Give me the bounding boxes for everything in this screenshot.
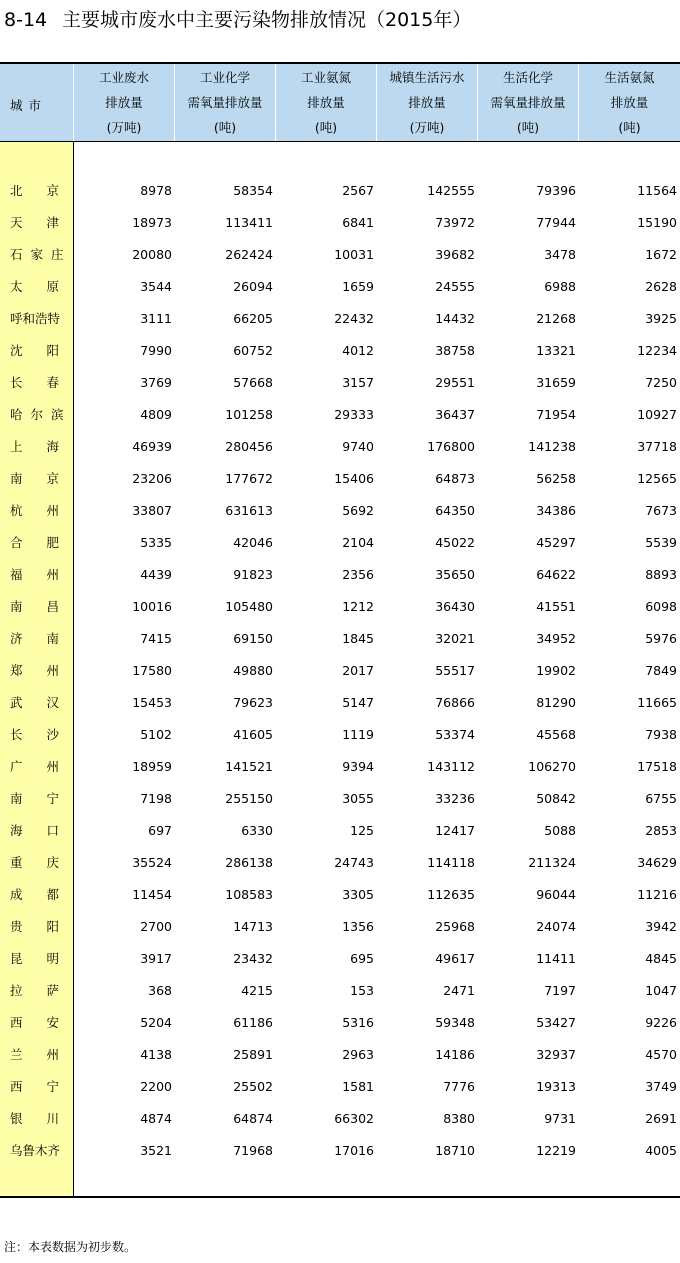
cell-value: 64350 <box>435 503 475 518</box>
cell-value: 15406 <box>334 471 374 486</box>
city-name: 拉萨 <box>10 983 84 998</box>
table-row <box>0 245 680 265</box>
cell-value: 15453 <box>132 695 172 710</box>
cell-value: 64874 <box>233 1111 273 1126</box>
cell-value: 3055 <box>342 791 374 806</box>
table-row <box>0 437 680 457</box>
cell-value: 21268 <box>536 311 576 326</box>
table-row <box>0 629 680 649</box>
city-name: 贵阳 <box>10 919 84 934</box>
cell-value: 69150 <box>233 631 273 646</box>
header-col-1-line-2: 排放量 <box>105 95 143 110</box>
cell-value: 2963 <box>342 1047 374 1062</box>
cell-value: 33807 <box>132 503 172 518</box>
cell-value: 35524 <box>132 855 172 870</box>
cell-value: 24743 <box>334 855 374 870</box>
cell-value: 36437 <box>435 407 475 422</box>
city-name: 西安 <box>10 1015 84 1030</box>
header-col-3 <box>275 64 376 141</box>
cell-value: 17518 <box>637 759 677 774</box>
cell-value: 5088 <box>544 823 576 838</box>
cell-value: 4845 <box>645 951 677 966</box>
table-row <box>0 1109 680 1129</box>
cell-value: 45022 <box>435 535 475 550</box>
cell-value: 142555 <box>427 183 475 198</box>
header-col-4-line-2: 排放量 <box>408 95 446 110</box>
header-col-4-line-1: 城镇生活污水 <box>389 70 465 85</box>
header-col-3-line-1: 工业氨氮 <box>300 70 351 85</box>
header-col-3-line-3: (吨) <box>314 120 338 135</box>
header-col-2 <box>174 64 275 141</box>
city-name: 长沙 <box>10 727 84 742</box>
cell-value: 32021 <box>435 631 475 646</box>
cell-value: 141521 <box>225 759 273 774</box>
table-row <box>0 693 680 713</box>
cell-value: 177672 <box>225 471 273 486</box>
cell-value: 2471 <box>443 983 475 998</box>
cell-value: 7776 <box>443 1079 475 1094</box>
cell-value: 31659 <box>536 375 576 390</box>
cell-value: 29333 <box>334 407 374 422</box>
header-col-2-line-2: 需氧量排放量 <box>187 95 263 110</box>
cell-value: 11216 <box>637 887 677 902</box>
city-name: 北京 <box>10 183 84 198</box>
cell-value: 5539 <box>645 535 677 550</box>
cell-value: 81290 <box>536 695 576 710</box>
cell-value: 71968 <box>233 1143 273 1158</box>
table-row <box>0 789 680 809</box>
table-row <box>0 1141 680 1161</box>
cell-value: 2200 <box>140 1079 172 1094</box>
header-col-4-line-3: (万吨) <box>409 120 445 135</box>
header-col-6-line-3: (吨) <box>618 120 641 135</box>
cell-value: 4809 <box>140 407 172 422</box>
header-col-1 <box>73 64 174 141</box>
cell-value: 1581 <box>342 1079 374 1094</box>
cell-value: 25891 <box>233 1047 273 1062</box>
cell-value: 45297 <box>536 535 576 550</box>
cell-value: 9740 <box>342 439 374 454</box>
cell-value: 5316 <box>342 1015 374 1030</box>
cell-value: 18710 <box>435 1143 475 1158</box>
header-col-5-line-3: (吨) <box>516 120 540 135</box>
cell-value: 66302 <box>334 1111 374 1126</box>
cell-value: 20080 <box>132 247 172 262</box>
table-row <box>0 725 680 745</box>
cell-value: 4005 <box>645 1143 677 1158</box>
cell-value: 60752 <box>233 343 273 358</box>
table-row <box>0 533 680 553</box>
cell-value: 3942 <box>645 919 677 934</box>
table-row <box>0 885 680 905</box>
cell-value: 41605 <box>233 727 273 742</box>
table-row <box>0 565 680 585</box>
table-row <box>0 309 680 329</box>
city-name: 长春 <box>10 375 84 390</box>
city-name: 上海 <box>10 439 84 454</box>
cell-value: 3917 <box>140 951 172 966</box>
cell-value: 25502 <box>233 1079 273 1094</box>
cell-value: 5976 <box>645 631 677 646</box>
cell-value: 697 <box>148 823 172 838</box>
header-col-2-line-3: (吨) <box>213 120 237 135</box>
cell-value: 631613 <box>225 503 273 518</box>
cell-value: 101258 <box>225 407 273 422</box>
cell-value: 9394 <box>342 759 374 774</box>
cell-value: 57668 <box>233 375 273 390</box>
table-row <box>0 821 680 841</box>
cell-value: 46939 <box>132 439 172 454</box>
table-row <box>0 405 680 425</box>
cell-value: 24555 <box>435 279 475 294</box>
cell-value: 8978 <box>140 183 172 198</box>
cell-value: 38758 <box>435 343 475 358</box>
cell-value: 2691 <box>645 1111 677 1126</box>
cell-value: 13321 <box>536 343 576 358</box>
cell-value: 3749 <box>645 1079 677 1094</box>
cell-value: 49617 <box>435 951 475 966</box>
cell-value: 141238 <box>528 439 576 454</box>
city-name: 乌鲁木齐 <box>10 1143 61 1158</box>
cell-value: 3925 <box>645 311 677 326</box>
cell-value: 2356 <box>342 567 374 582</box>
city-name: 郑州 <box>10 663 84 678</box>
header-col-6 <box>578 64 680 141</box>
cell-value: 153 <box>350 983 374 998</box>
cell-value: 36430 <box>435 599 475 614</box>
city-name: 南宁 <box>10 791 84 806</box>
cell-value: 10016 <box>132 599 172 614</box>
cell-value: 4439 <box>140 567 172 582</box>
cell-value: 32937 <box>536 1047 576 1062</box>
cell-value: 2700 <box>140 919 172 934</box>
cell-value: 4874 <box>140 1111 172 1126</box>
cell-value: 9226 <box>645 1015 677 1030</box>
cell-value: 55517 <box>435 663 475 678</box>
cell-value: 280456 <box>225 439 273 454</box>
cell-value: 143112 <box>427 759 475 774</box>
cell-value: 2628 <box>645 279 677 294</box>
city-name: 海口 <box>10 823 84 838</box>
cell-value: 17580 <box>132 663 172 678</box>
cell-value: 77944 <box>536 215 576 230</box>
cell-value: 6841 <box>342 215 374 230</box>
table-row <box>0 373 680 393</box>
cell-value: 2017 <box>342 663 374 678</box>
table-row <box>0 1013 680 1033</box>
city-name: 昆明 <box>10 951 84 966</box>
cell-value: 53374 <box>435 727 475 742</box>
city-name: 杭州 <box>10 503 84 518</box>
cell-value: 6988 <box>544 279 576 294</box>
header-col-6-line-1: 生活氨氮 <box>604 70 655 85</box>
header-col-5 <box>477 64 578 141</box>
cell-value: 1356 <box>342 919 374 934</box>
cell-value: 11454 <box>132 887 172 902</box>
cell-value: 18959 <box>132 759 172 774</box>
city-name: 兰州 <box>10 1047 84 1062</box>
cell-value: 50842 <box>536 791 576 806</box>
cell-value: 4215 <box>241 983 273 998</box>
cell-value: 105480 <box>225 599 273 614</box>
cell-value: 4012 <box>342 343 374 358</box>
table-row <box>0 917 680 937</box>
cell-value: 113411 <box>225 215 273 230</box>
cell-value: 2104 <box>342 535 374 550</box>
cell-value: 1672 <box>645 247 677 262</box>
cell-value: 1212 <box>342 599 374 614</box>
cell-value: 35650 <box>435 567 475 582</box>
cell-value: 56258 <box>536 471 576 486</box>
cell-value: 12234 <box>637 343 677 358</box>
cell-value: 2853 <box>645 823 677 838</box>
table-row <box>0 661 680 681</box>
cell-value: 14432 <box>435 311 475 326</box>
cell-value: 34629 <box>637 855 677 870</box>
header-col-4 <box>376 64 477 141</box>
table-row <box>0 949 680 969</box>
city-name: 福州 <box>10 567 84 582</box>
city-name: 沈阳 <box>10 343 84 358</box>
cell-value: 7990 <box>140 343 172 358</box>
cell-value: 5204 <box>140 1015 172 1030</box>
cell-value: 6755 <box>645 791 677 806</box>
header-col-5-line-2: 需氧量排放量 <box>490 95 566 110</box>
cell-value: 14186 <box>435 1047 475 1062</box>
cell-value: 33236 <box>435 791 475 806</box>
cell-value: 22432 <box>334 311 374 326</box>
city-name: 广州 <box>10 759 84 774</box>
header-col-6-line-2: 排放量 <box>610 95 649 110</box>
cell-value: 3111 <box>140 311 172 326</box>
cell-value: 7197 <box>544 983 576 998</box>
cell-value: 7849 <box>645 663 677 678</box>
table-title-text: 主要城市废水中主要污染物排放情况（2015年） <box>62 9 472 31</box>
cell-value: 23206 <box>132 471 172 486</box>
cell-value: 26094 <box>233 279 273 294</box>
table-row <box>0 277 680 297</box>
cell-value: 53427 <box>536 1015 576 1030</box>
cell-value: 66205 <box>233 311 273 326</box>
cell-value: 96044 <box>536 887 576 902</box>
cell-value: 79623 <box>233 695 273 710</box>
table-row <box>0 213 680 233</box>
cell-value: 3521 <box>140 1143 172 1158</box>
table-header <box>0 62 680 142</box>
cell-value: 34952 <box>536 631 576 646</box>
cell-value: 7673 <box>645 503 677 518</box>
cell-value: 7415 <box>140 631 172 646</box>
cell-value: 3544 <box>140 279 172 294</box>
cell-value: 108583 <box>225 887 273 902</box>
table-bottom-rule <box>0 1196 680 1198</box>
cell-value: 1659 <box>342 279 374 294</box>
cell-value: 41551 <box>536 599 576 614</box>
cell-value: 1845 <box>342 631 374 646</box>
cell-value: 211324 <box>528 855 576 870</box>
cell-value: 17016 <box>334 1143 374 1158</box>
cell-value: 64622 <box>536 567 576 582</box>
header-col-1-line-1: 工业废水 <box>98 70 149 85</box>
header-col-3-line-2: 排放量 <box>307 95 345 110</box>
cell-value: 25968 <box>435 919 475 934</box>
city-name: 哈尔滨 <box>10 407 72 422</box>
cell-value: 91823 <box>233 567 273 582</box>
cell-value: 368 <box>148 983 172 998</box>
table-title <box>4 6 471 34</box>
cell-value: 7198 <box>140 791 172 806</box>
city-name: 成都 <box>10 887 84 902</box>
cell-value: 29551 <box>435 375 475 390</box>
cell-value: 11411 <box>536 951 576 966</box>
city-name: 南昌 <box>10 599 84 614</box>
cell-value: 2567 <box>342 183 374 198</box>
cell-value: 42046 <box>233 535 273 550</box>
table-row <box>0 981 680 1001</box>
cell-value: 1047 <box>645 983 677 998</box>
cell-value: 58354 <box>233 183 273 198</box>
cell-value: 112635 <box>427 887 475 902</box>
city-name: 武汉 <box>10 695 84 710</box>
cell-value: 24074 <box>536 919 576 934</box>
table-row <box>0 469 680 489</box>
cell-value: 49880 <box>233 663 273 678</box>
cell-value: 10927 <box>637 407 677 422</box>
cell-value: 5335 <box>140 535 172 550</box>
cell-value: 4138 <box>140 1047 172 1062</box>
cell-value: 262424 <box>225 247 273 262</box>
cell-value: 7250 <box>645 375 677 390</box>
city-name: 太原 <box>10 279 84 294</box>
table-row <box>0 181 680 201</box>
cell-value: 12417 <box>435 823 475 838</box>
cell-value: 7938 <box>645 727 677 742</box>
cell-value: 8893 <box>645 567 677 582</box>
table-row <box>0 1045 680 1065</box>
city-name: 合肥 <box>10 535 84 550</box>
header-col-1-line-3: (万吨) <box>106 120 142 135</box>
cell-value: 125 <box>350 823 374 838</box>
cell-value: 12219 <box>536 1143 576 1158</box>
cell-value: 79396 <box>536 183 576 198</box>
city-name: 西宁 <box>10 1079 84 1094</box>
header-col-5-line-1: 生活化学 <box>502 70 553 85</box>
cell-value: 695 <box>350 951 374 966</box>
header-city: 城市 <box>10 98 48 113</box>
city-name: 济南 <box>10 631 84 646</box>
table-row <box>0 757 680 777</box>
cell-value: 255150 <box>225 791 273 806</box>
cell-value: 18973 <box>132 215 172 230</box>
cell-value: 11564 <box>637 183 677 198</box>
city-name: 呼和浩特 <box>10 311 61 326</box>
city-name: 重庆 <box>10 855 84 870</box>
cell-value: 19313 <box>536 1079 576 1094</box>
table-row <box>0 501 680 521</box>
cell-value: 71954 <box>536 407 576 422</box>
cell-value: 1119 <box>342 727 374 742</box>
header-col-2-line-1: 工业化学 <box>199 70 250 85</box>
cell-value: 73972 <box>435 215 475 230</box>
city-name: 石家庄 <box>10 247 72 262</box>
cell-value: 15190 <box>637 215 677 230</box>
cell-value: 3478 <box>544 247 576 262</box>
cell-value: 6330 <box>241 823 273 838</box>
cell-value: 61186 <box>233 1015 273 1030</box>
cell-value: 8380 <box>443 1111 475 1126</box>
cell-value: 3305 <box>342 887 374 902</box>
table-row <box>0 341 680 361</box>
cell-value: 64873 <box>435 471 475 486</box>
table-row <box>0 1077 680 1097</box>
footnote: 注：本表数据为初步数。 <box>4 1240 137 1254</box>
cell-value: 106270 <box>528 759 576 774</box>
cell-value: 37718 <box>637 439 677 454</box>
cell-value: 76866 <box>435 695 475 710</box>
table-row <box>0 597 680 617</box>
city-name: 天津 <box>10 215 84 230</box>
city-name: 南京 <box>10 471 84 486</box>
cell-value: 5147 <box>342 695 374 710</box>
cell-value: 286138 <box>225 855 273 870</box>
cell-value: 10031 <box>334 247 374 262</box>
cell-value: 114118 <box>427 855 475 870</box>
cell-value: 19902 <box>536 663 576 678</box>
cell-value: 5692 <box>342 503 374 518</box>
cell-value: 5102 <box>140 727 172 742</box>
cell-value: 39682 <box>435 247 475 262</box>
cell-value: 45568 <box>536 727 576 742</box>
cell-value: 34386 <box>536 503 576 518</box>
cell-value: 176800 <box>427 439 475 454</box>
cell-value: 3157 <box>342 375 374 390</box>
city-name: 银川 <box>10 1111 84 1126</box>
cell-value: 6098 <box>645 599 677 614</box>
cell-value: 4570 <box>645 1047 677 1062</box>
cell-value: 14713 <box>233 919 273 934</box>
cell-value: 12565 <box>637 471 677 486</box>
cell-value: 3769 <box>140 375 172 390</box>
cell-value: 59348 <box>435 1015 475 1030</box>
table-number: 8-14 <box>4 9 48 31</box>
table-row <box>0 853 680 873</box>
cell-value: 11665 <box>637 695 677 710</box>
cell-value: 23432 <box>233 951 273 966</box>
cell-value: 9731 <box>544 1111 576 1126</box>
